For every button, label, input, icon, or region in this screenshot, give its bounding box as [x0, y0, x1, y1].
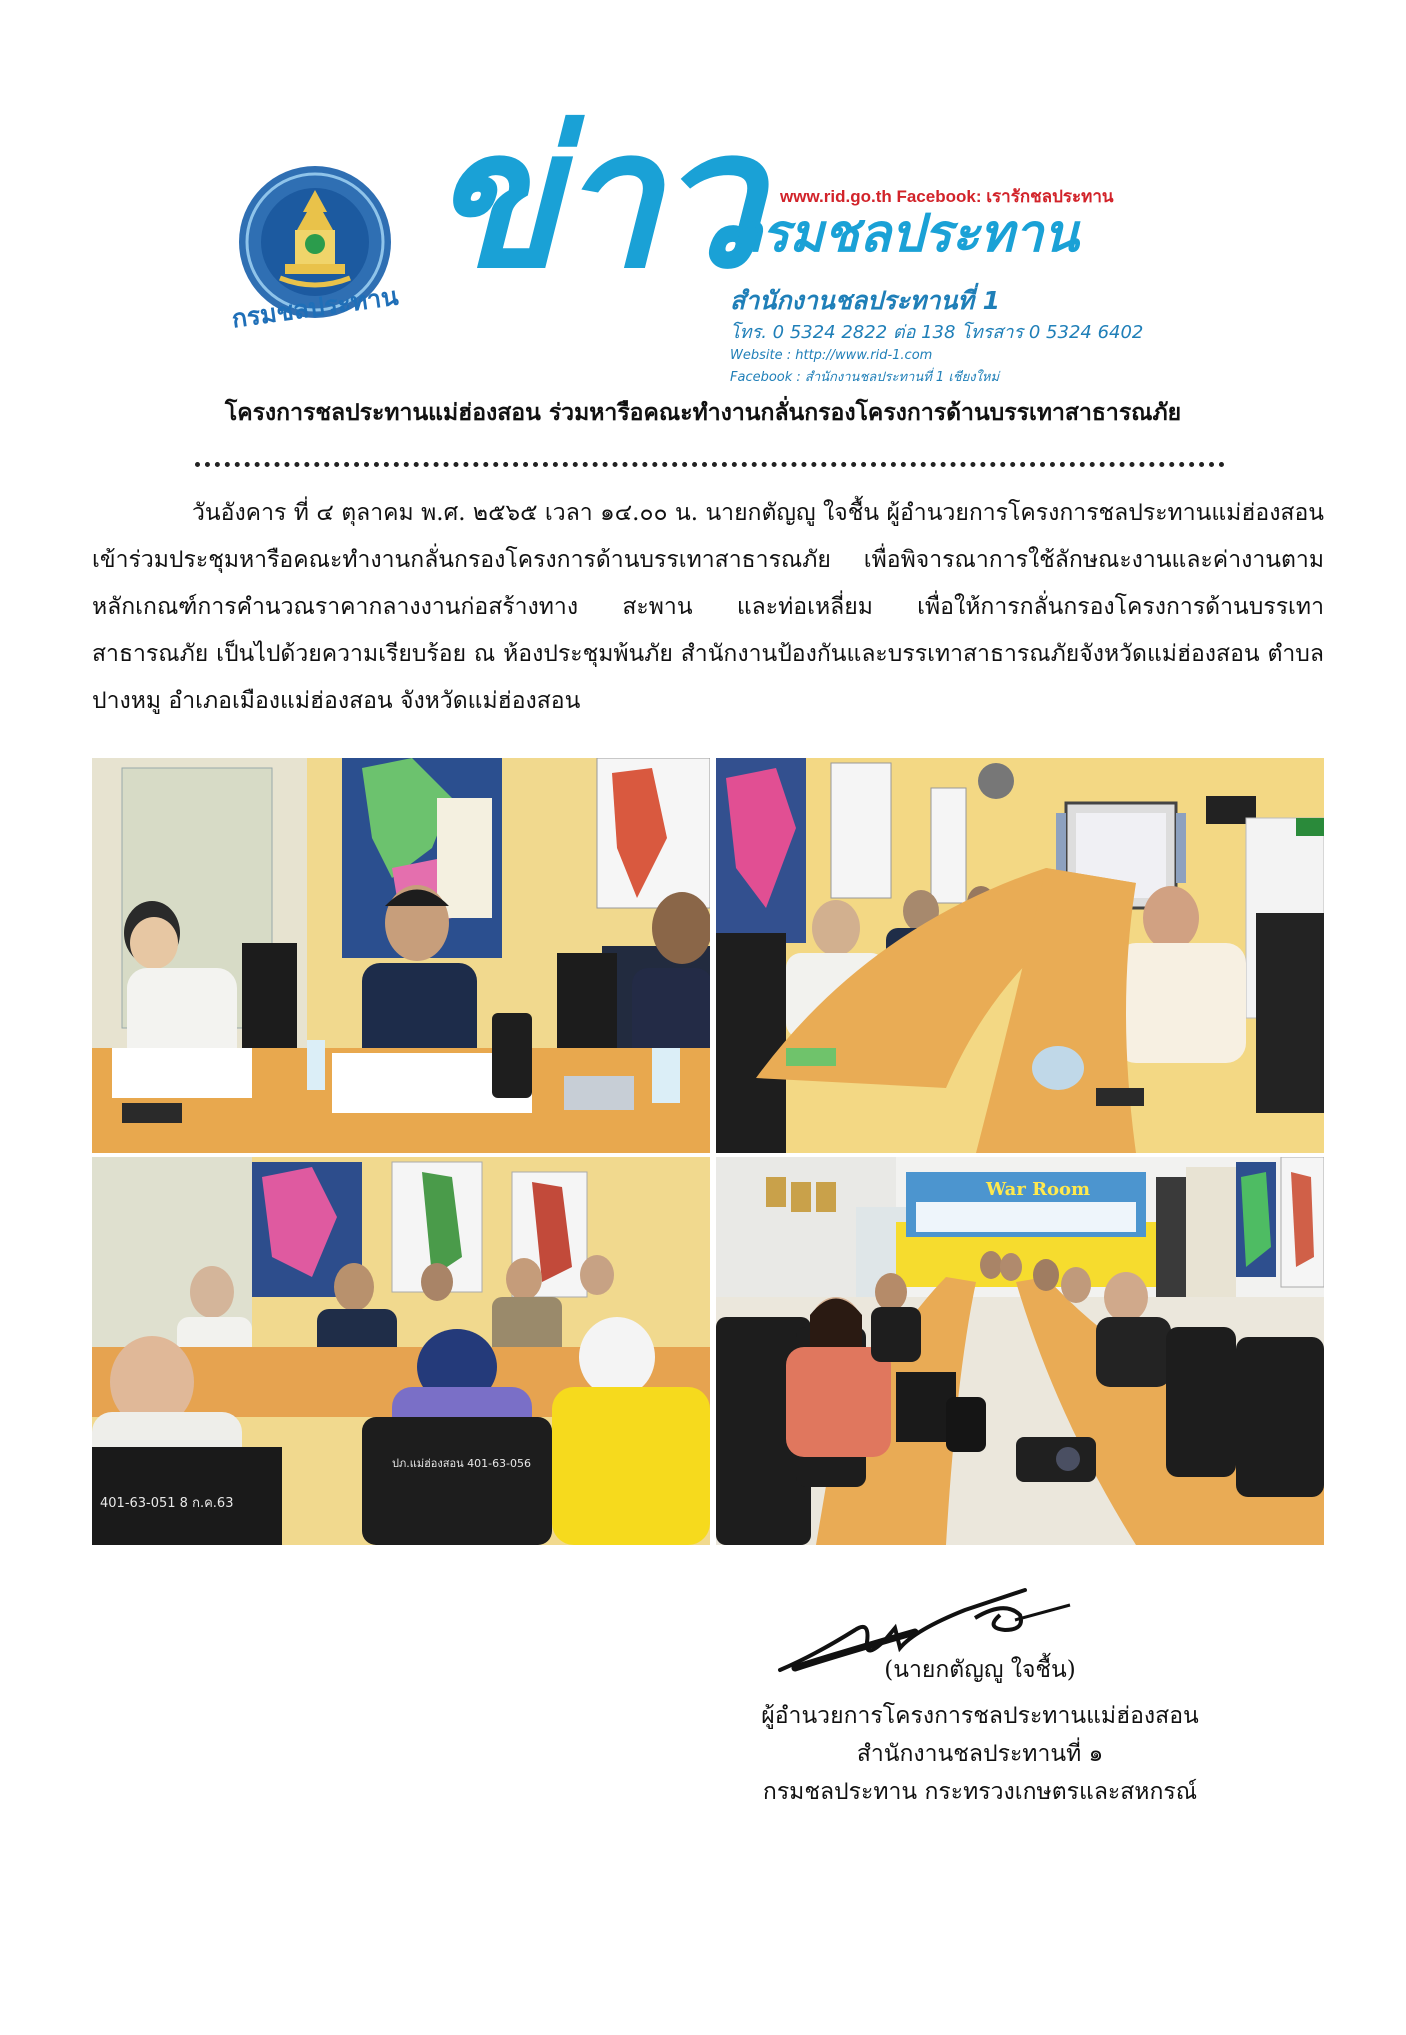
website-facebook-line: www.rid.go.th Facebook: เรารักชลประทาน [780, 187, 1114, 206]
facebook-line: Facebook : สำนักงานชลประทานที่ 1 เชียงใหม่ [730, 370, 1000, 385]
news-headline: โครงการชลประทานแม่ฮ่องสอน ร่วมหารือคณะทำงานกลั่นกรองโครงการด้านบรรเทาสาธารณภัย [224, 400, 1182, 426]
seal-caption: กรมชลประทาน [229, 281, 400, 334]
office-name: สำนักงานชลประทานที่ 1 [730, 286, 1001, 315]
meeting-photo-1 [92, 758, 710, 1153]
telephone-line: โทร. 0 5324 2822 ต่อ 138 โทรสาร 0 5324 6402 [730, 322, 1144, 343]
war-room-banner: War Room [986, 1179, 1091, 1200]
signer-office: สำนักงานชลประทานที่ ๑ [856, 1741, 1104, 1767]
chair-label-2: 401-63-051 8 ก.ค.63 [100, 1496, 234, 1511]
website-line: Website : http://www.rid-1.com [730, 348, 933, 363]
meeting-photo-4 [716, 1157, 1324, 1545]
dotted-divider [195, 462, 1225, 467]
signer-name: (นายกตัญญู ใจชื้น) [884, 1657, 1076, 1683]
signer-department: กรมชลประทาน กระทรวงเกษตรและสหกรณ์ [762, 1779, 1198, 1805]
news-wordmark: ข่าว [430, 89, 756, 310]
meeting-photo-3 [92, 1157, 710, 1545]
rid-seal-logo [225, 160, 405, 340]
news-body-paragraph: วันอังคาร ที่ ๔ ตุลาคม พ.ศ. ๒๕๖๕ เวลา ๑๔.๐๐ น. นายกตัญญู ใจชื้น ผู้อำนวยการโครงการชลประทานแม่ฮ่องสอน เข้าร่วมประชุมหารือคณะทำงานกลั่นกรองโครงการด้านบรรเทาสาธารณภัย เพื่อพิจารณาการใช้ลักษณะงานและค่างานตามหลักเกณฑ์การคำนวณราคากลางงานก่อสร้างทาง สะพาน และท่อเหลี่ยม เพื่อให้การกลั่นกรองโครงการด้านบรรเทาสาธารณภัย เป็นไปด้วยความเรียบร้อย ณ ห้องประชุมพ้นภัย สำนักงานป้องกันและบรรเทาสาธารณภัยจังหวัดแม่ฮ่องสอน ตำบลปางหมู อำเภอเมืองแม่ฮ่องสอน จังหวัดแม่ฮ่องสอน [92, 500, 1324, 714]
signer-position: ผู้อำนวยการโครงการชลประทานแม่ฮ่องสอน [761, 1703, 1199, 1729]
meeting-photo-2 [716, 758, 1324, 1153]
chair-label-1: ปภ.แม่ฮ่องสอน 401-63-056 [392, 1457, 532, 1470]
department-name: กรมชลประทาน [730, 204, 1079, 264]
